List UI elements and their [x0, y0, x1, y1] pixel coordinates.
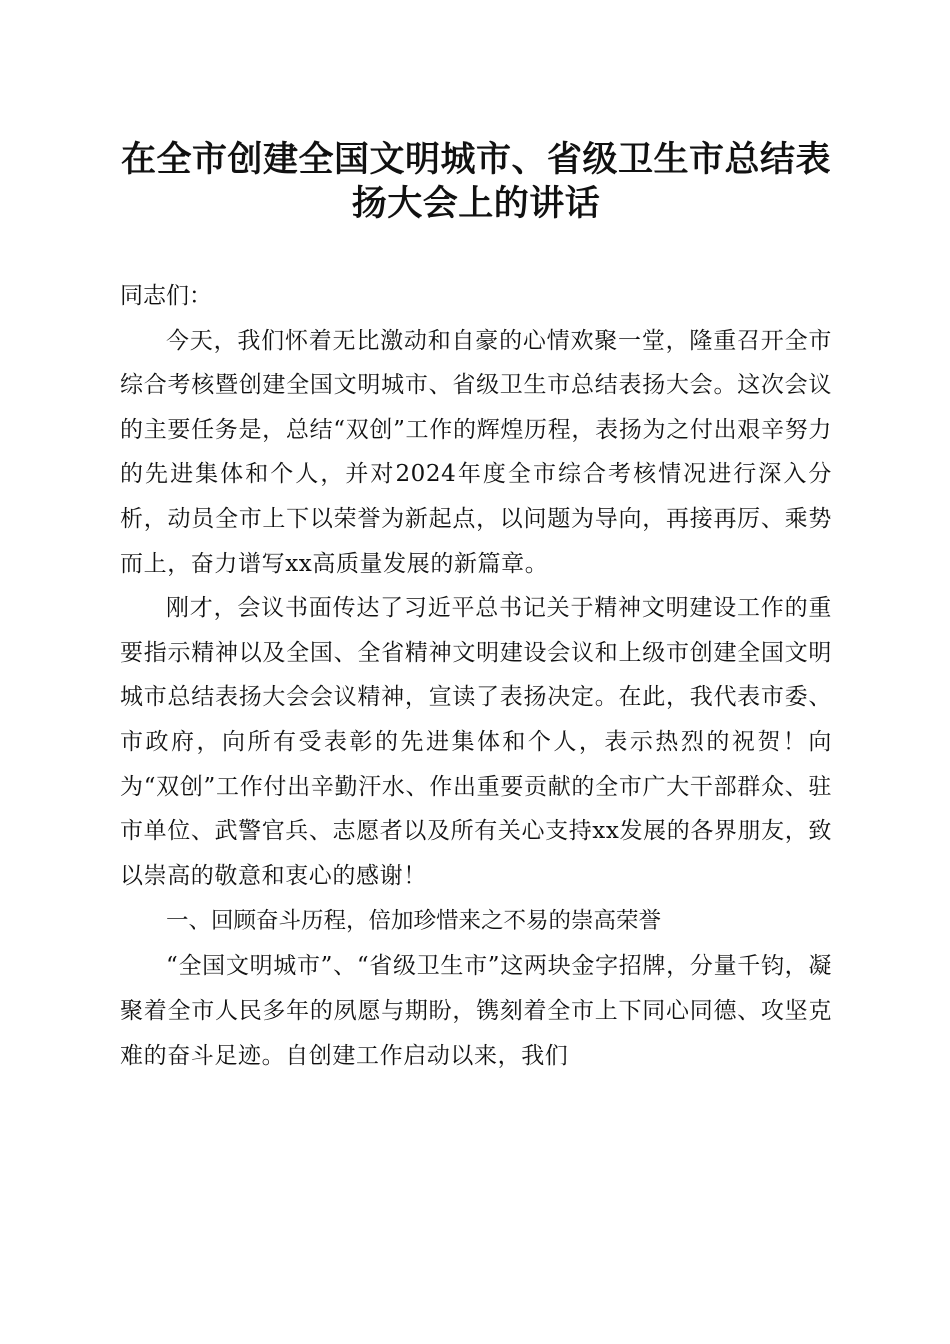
title-line-1: 在全市创建全国文明城市、省级卫生市总结表 — [120, 139, 831, 180]
paragraph-opening: 今天，我们怀着无比激动和自豪的心情欢聚一堂，隆重召开全市综合考核暨创建全国文明城市、省级卫生市总结表扬大会。这次会议的主要任务是，总结“双创”工作的辉煌历程，表扬为之付出艰辛努力的先进集体和个人，并对2024年度全市综合考核情况进行深入分析，动员全市上下以荣誉为新起点，以问题为导向，再接再厉、乘势而上，奋力谱写xx高质量发展的新篇章。 — [120, 327, 832, 577]
salutation: 同志们： — [120, 283, 212, 309]
paragraph-gratitude: 刚才，会议书面传达了习近平总书记关于精神文明建设工作的重要指示精神以及全国、全省精神文明建设会议和上级市创建全国文明城市总结表扬大会会议精神，宣读了表扬决定。在此，我代表市委、市政府，向所有受表彰的先进集体和个人，表示热烈的祝贺！向为“双创”工作付出辛勤汗水、作出重要贡献的全市广大干部群众、驻市单位、武警官兵、志愿者以及所有关心支持xx发展的各界朋友，致以崇高的敬意和衷心的感谢！ — [120, 595, 832, 889]
document-page — [120, 138, 832, 1078]
title-line-2: 扬大会上的讲话 — [351, 183, 601, 224]
document-title — [116, 138, 836, 226]
section-heading: 一、回顾奋斗历程，倍加珍惜来之不易的崇高荣誉 — [166, 908, 662, 935]
paragraph-section-1: “全国文明城市”、“省级卫生市”这两块金字招牌，分量千钧，凝聚着全市人民多年的夙愿与期盼，镌刻着全市上下同心同德、攻坚克难的奋斗足迹。自创建工作启动以来，我们 — [120, 953, 832, 1069]
